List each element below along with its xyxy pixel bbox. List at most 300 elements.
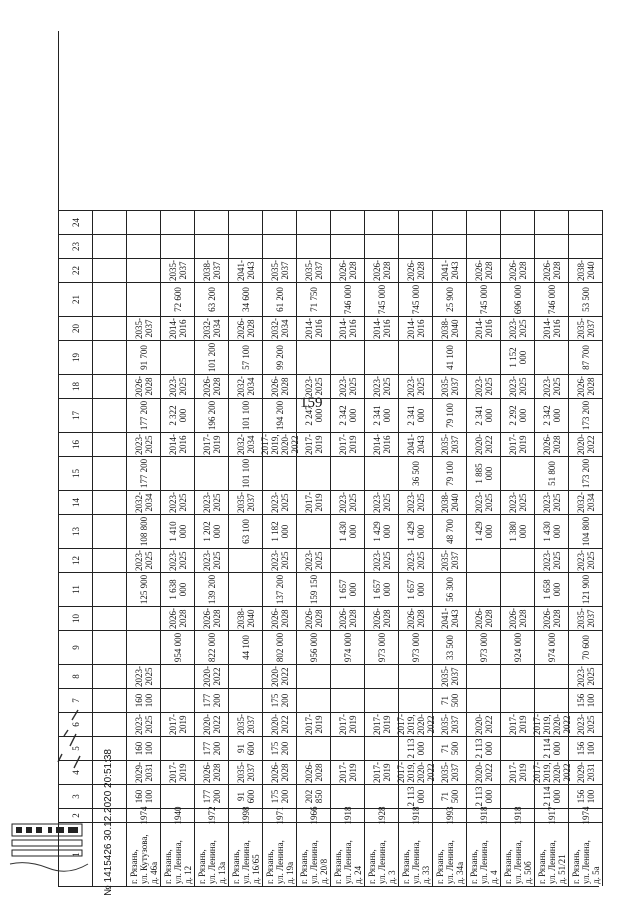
table-cell bbox=[501, 548, 535, 572]
column-number-cell: 20 bbox=[59, 316, 93, 340]
table-cell bbox=[263, 210, 297, 234]
table-cell bbox=[467, 548, 501, 572]
table-cell bbox=[331, 736, 365, 760]
table-cell bbox=[297, 210, 331, 234]
table-cell bbox=[161, 736, 195, 760]
table-cell: 2017- 2019 bbox=[331, 712, 365, 736]
blank-cell bbox=[93, 282, 127, 316]
table-cell bbox=[331, 456, 365, 490]
table-cell: 104 800 bbox=[569, 514, 603, 548]
table-cell bbox=[297, 688, 331, 712]
table-cell bbox=[331, 688, 365, 712]
table-cell: 2017- 2019 bbox=[297, 712, 331, 736]
table-cell: 2026- 2028 bbox=[569, 374, 603, 398]
table-cell: 2017- 2019, 2020- 2022 bbox=[395, 762, 436, 783]
table-cell: 2023- 2025 bbox=[501, 316, 535, 340]
table-cell: 2023- 2025 bbox=[467, 490, 501, 514]
blank-cell bbox=[93, 456, 127, 490]
table-cell bbox=[433, 210, 467, 234]
table-cell: 1 658 000 bbox=[535, 572, 569, 606]
table-cell: 71 500 bbox=[433, 736, 467, 760]
table-cell: 70 600 bbox=[569, 630, 603, 664]
table-cell: 2035- 2037 bbox=[229, 760, 263, 784]
table-cell: 2023- 2025 bbox=[331, 374, 365, 398]
table-cell bbox=[127, 234, 161, 258]
table-cell: 2026- 2028 bbox=[229, 316, 263, 340]
table-cell: 2 114 000 bbox=[535, 736, 569, 760]
blank-cell bbox=[93, 712, 127, 736]
table-cell: 2017- 2019 bbox=[161, 712, 195, 736]
column-number-cell: 10 bbox=[59, 606, 93, 630]
table-cell: 954 000 bbox=[161, 630, 195, 664]
table-cell: 2026- 2028 bbox=[467, 606, 501, 630]
table-cell: 139 200 bbox=[195, 572, 229, 606]
table-cell: 1974 bbox=[569, 808, 603, 822]
blank-cell bbox=[93, 432, 127, 456]
table-cell: 71 500 bbox=[433, 688, 467, 712]
blank-cell bbox=[93, 514, 127, 548]
table-cell bbox=[399, 210, 433, 234]
table-cell: 173 200 bbox=[569, 398, 603, 432]
address-cell: г. Рязань, ул. Ленина, д. 19а bbox=[263, 822, 297, 886]
table-cell: 2026- 2028 bbox=[535, 606, 569, 630]
table-cell: 2023- 2025 bbox=[467, 374, 501, 398]
table-cell: 2023- 2025 bbox=[535, 374, 569, 398]
table-cell: 2023- 2025 bbox=[399, 490, 433, 514]
table-cell: 173 200 bbox=[569, 456, 603, 490]
table-cell: 2014- 2016 bbox=[365, 316, 399, 340]
table-cell: 177 200 bbox=[195, 784, 229, 808]
table-cell: 2026- 2028 bbox=[297, 606, 331, 630]
table-cell bbox=[501, 664, 535, 688]
table-cell: 2 341 000 bbox=[467, 398, 501, 432]
table-cell: 2023- 2025 bbox=[127, 712, 161, 736]
table-cell: 1 638 000 bbox=[161, 572, 195, 606]
table-cell bbox=[331, 340, 365, 374]
table-cell: 2026- 2028 bbox=[127, 374, 161, 398]
stamp-text-container bbox=[103, 749, 119, 898]
table-cell bbox=[501, 234, 535, 258]
address-cell: г. Рязань, ул. Ленина, д. 34а bbox=[433, 822, 467, 886]
table-cell: 1 182 000 bbox=[263, 514, 297, 548]
column-number-cell: 7 bbox=[59, 688, 93, 712]
table-cell bbox=[195, 210, 229, 234]
table-cell: 2035- 2037 bbox=[263, 258, 297, 282]
table-cell bbox=[229, 572, 263, 606]
table-cell bbox=[399, 688, 433, 712]
table-cell: 2017- 2019 bbox=[365, 760, 399, 784]
table-cell bbox=[229, 688, 263, 712]
table-cell bbox=[297, 456, 331, 490]
table-cell: 1993 bbox=[433, 808, 467, 822]
table-cell: 2026- 2028 bbox=[263, 606, 297, 630]
table-cell: 2017- 2019 bbox=[501, 760, 535, 784]
table-cell: 25 900 bbox=[433, 282, 467, 316]
table-cell: 2026- 2028 bbox=[365, 606, 399, 630]
table-cell bbox=[569, 210, 603, 234]
table-cell: 2014- 2016 bbox=[161, 316, 195, 340]
blank-cell bbox=[93, 664, 127, 688]
table-cell: 2035- 2037 bbox=[569, 606, 603, 630]
table-cell: 2023- 2025 bbox=[535, 490, 569, 514]
table-cell: 2020- 2022 bbox=[467, 432, 501, 456]
table-cell bbox=[365, 784, 399, 808]
table-cell bbox=[467, 340, 501, 374]
table-cell bbox=[501, 688, 535, 712]
table-cell: 2032- 2034 bbox=[263, 316, 297, 340]
table-cell bbox=[229, 234, 263, 258]
table-cell: 2 114 000 bbox=[535, 784, 569, 808]
table-cell bbox=[297, 736, 331, 760]
table-cell: 2035- 2037 bbox=[229, 490, 263, 514]
table-cell: 2020- 2022 bbox=[569, 432, 603, 456]
table-cell: 2032- 2034 bbox=[229, 432, 263, 456]
table-cell: 1 430 000 bbox=[331, 514, 365, 548]
table-cell: 2035- 2037 bbox=[433, 432, 467, 456]
column-number-cell: 12 bbox=[59, 548, 93, 572]
table-cell: 745 000 bbox=[365, 282, 399, 316]
table-cell bbox=[161, 688, 195, 712]
table-cell: 1974 bbox=[127, 808, 161, 822]
table-cell: 175 200 bbox=[263, 688, 297, 712]
table-cell: 2017- 2019, 2020- 2022 bbox=[395, 714, 436, 735]
table-cell bbox=[467, 572, 501, 606]
table-cell: 2029- 2031 bbox=[127, 760, 161, 784]
table-cell: 696 000 bbox=[501, 282, 535, 316]
table-cell: 48 700 bbox=[433, 514, 467, 548]
table-cell: 177 200 bbox=[127, 456, 161, 490]
table-cell: 2023- 2025 bbox=[501, 490, 535, 514]
table-cell: 2026- 2028 bbox=[535, 258, 569, 282]
table-cell: 91 600 bbox=[229, 736, 263, 760]
table-cell bbox=[501, 210, 535, 234]
table-cell: 1 657 000 bbox=[399, 572, 433, 606]
table-cell: 2035- 2037 bbox=[433, 374, 467, 398]
table-cell: 974 000 bbox=[331, 630, 365, 664]
table-cell: 2026- 2028 bbox=[501, 258, 535, 282]
table-cell: 746 000 bbox=[331, 282, 365, 316]
table-cell: 2017- 2019, 2020- 2022 bbox=[531, 714, 572, 735]
table-cell: 2023- 2025 bbox=[399, 548, 433, 572]
table-cell bbox=[161, 234, 195, 258]
table-cell bbox=[331, 234, 365, 258]
blank-cell bbox=[93, 340, 127, 374]
address-cell: г. Рязань, ул. Ленина, д. 3 bbox=[365, 822, 399, 886]
table-cell: 2020- 2022 bbox=[263, 664, 297, 688]
column-number-cell: 9 bbox=[59, 630, 93, 664]
table-cell: 99 200 bbox=[263, 340, 297, 374]
column-number-cell: 3 bbox=[59, 784, 93, 808]
table-cell: 33 500 bbox=[433, 630, 467, 664]
table-cell: 2023- 2025 bbox=[331, 490, 365, 514]
table-cell: 1928 bbox=[365, 808, 399, 822]
table-cell: 745 000 bbox=[467, 282, 501, 316]
table-cell: 2 342 000 bbox=[535, 398, 569, 432]
table-cell: 2 113 000 bbox=[467, 736, 501, 760]
table-cell: 1918 bbox=[501, 808, 535, 822]
table-cell: 175 200 bbox=[263, 736, 297, 760]
table-cell: 177 200 bbox=[195, 736, 229, 760]
table-cell: 1940 bbox=[161, 808, 195, 822]
table-cell: 2026- 2028 bbox=[331, 606, 365, 630]
table-cell: 51 800 bbox=[535, 456, 569, 490]
table-cell bbox=[535, 664, 569, 688]
table-cell: 1 430 000 bbox=[535, 514, 569, 548]
table-cell: 156 100 bbox=[569, 784, 603, 808]
table-cell: 2014- 2016 bbox=[297, 316, 331, 340]
table-cell bbox=[365, 456, 399, 490]
table-cell bbox=[365, 340, 399, 374]
table-cell: 56 300 bbox=[433, 572, 467, 606]
table-cell bbox=[467, 664, 501, 688]
table-cell bbox=[365, 210, 399, 234]
table-cell: 2032- 2034 bbox=[229, 374, 263, 398]
table-cell: 802 000 bbox=[263, 630, 297, 664]
table-cell bbox=[161, 784, 195, 808]
table-cell: 63 200 bbox=[195, 282, 229, 316]
table-cell bbox=[535, 340, 569, 374]
table-cell: 2014- 2016 bbox=[365, 432, 399, 456]
table-cell: 2035- 2037 bbox=[569, 316, 603, 340]
table-cell: 1917 bbox=[535, 808, 569, 822]
table-cell: 1998 bbox=[229, 808, 263, 822]
table-cell bbox=[501, 572, 535, 606]
blank-cell bbox=[93, 234, 127, 258]
table-cell: 1 202 000 bbox=[195, 514, 229, 548]
table-cell: 202 850 bbox=[297, 784, 331, 808]
blank-cell bbox=[93, 398, 127, 432]
table-cell: 71 750 bbox=[297, 282, 331, 316]
table-cell: 2041- 2043 bbox=[399, 432, 433, 456]
table-cell: 2035- 2037 bbox=[433, 664, 467, 688]
table-cell: 974 000 bbox=[535, 630, 569, 664]
column-number-cell: 23 bbox=[59, 234, 93, 258]
table-cell bbox=[399, 340, 433, 374]
table-cell: 2023- 2025 bbox=[195, 548, 229, 572]
table-cell: 177 200 bbox=[127, 398, 161, 432]
table-cell: 156 100 bbox=[569, 736, 603, 760]
table-cell: 2026- 2028 bbox=[195, 760, 229, 784]
table-cell: 2026- 2028 bbox=[195, 374, 229, 398]
table-cell: 2023- 2025 bbox=[263, 490, 297, 514]
table-cell: 2 342 000 bbox=[331, 398, 365, 432]
table-cell bbox=[331, 664, 365, 688]
table-cell: 2023- 2025 bbox=[127, 432, 161, 456]
table-cell: 746 000 bbox=[535, 282, 569, 316]
table-cell: 2035- 2037 bbox=[433, 712, 467, 736]
table-cell: 2026- 2028 bbox=[399, 258, 433, 282]
table-cell: 1 657 000 bbox=[331, 572, 365, 606]
table-cell: 1918 bbox=[399, 808, 433, 822]
table-cell: 79 100 bbox=[433, 456, 467, 490]
table-cell: 1 885 000 bbox=[467, 456, 501, 490]
table-cell bbox=[467, 688, 501, 712]
address-cell: г. Рязань, ул. Ленина, д. 16/65 bbox=[229, 822, 263, 886]
table-cell bbox=[365, 664, 399, 688]
table-cell: 2023- 2025 bbox=[365, 374, 399, 398]
table-cell bbox=[467, 234, 501, 258]
table-cell bbox=[501, 784, 535, 808]
blank-cell bbox=[93, 572, 127, 606]
table-cell: 1966 bbox=[297, 808, 331, 822]
table-cell: 194 200 bbox=[263, 398, 297, 432]
address-cell: г. Рязань, ул. Ленина, д. 4 bbox=[467, 822, 501, 886]
table-cell bbox=[501, 456, 535, 490]
table-cell: 2026- 2028 bbox=[297, 760, 331, 784]
table-wrapper bbox=[58, 32, 601, 887]
table-cell: 2023- 2025 bbox=[535, 548, 569, 572]
table-cell: 160 100 bbox=[127, 784, 161, 808]
table-cell: 1971 bbox=[263, 808, 297, 822]
table-cell: 2017- 2019 bbox=[297, 490, 331, 514]
table-cell bbox=[569, 234, 603, 258]
table-cell bbox=[365, 234, 399, 258]
table-cell: 2017- 2019 bbox=[297, 432, 331, 456]
table-cell: 2017- 2019, 2020- 2022 bbox=[259, 434, 300, 455]
table-cell: 2026- 2028 bbox=[195, 606, 229, 630]
table-cell: 159 150 bbox=[297, 572, 331, 606]
blank-cell bbox=[93, 490, 127, 514]
column-number-cell: 1 bbox=[59, 822, 93, 886]
table-cell: 822 000 bbox=[195, 630, 229, 664]
table-cell: 2026- 2028 bbox=[161, 606, 195, 630]
table-cell bbox=[535, 688, 569, 712]
table-cell: 2023- 2025 bbox=[263, 548, 297, 572]
registration-stamp bbox=[8, 820, 108, 880]
table-cell: 1 380 000 bbox=[501, 514, 535, 548]
table-cell bbox=[127, 630, 161, 664]
table-cell bbox=[127, 210, 161, 234]
table-cell: 2032- 2034 bbox=[127, 490, 161, 514]
column-number-cell: 18 bbox=[59, 374, 93, 398]
blank-cell bbox=[93, 316, 127, 340]
table-cell: 2 322 000 bbox=[161, 398, 195, 432]
table-cell: 2023- 2025 bbox=[365, 548, 399, 572]
table-cell: 973 000 bbox=[365, 630, 399, 664]
table-cell: 2 341 000 bbox=[399, 398, 433, 432]
table-cell: 2035- 2037 bbox=[161, 258, 195, 282]
table-cell bbox=[467, 210, 501, 234]
table-cell: 1 429 000 bbox=[399, 514, 433, 548]
table-cell bbox=[365, 688, 399, 712]
table-cell: 2023- 2025 bbox=[569, 664, 603, 688]
column-number-cell: 14 bbox=[59, 490, 93, 514]
table-cell: 2017- 2019 bbox=[501, 432, 535, 456]
blank-cell bbox=[93, 688, 127, 712]
table-cell: 2035- 2037 bbox=[229, 712, 263, 736]
table-cell: 137 200 bbox=[263, 572, 297, 606]
table-cell: 745 000 bbox=[399, 282, 433, 316]
table-cell: 2017- 2019, 2020- 2022 bbox=[531, 762, 572, 783]
table-cell: 2023- 2025 bbox=[161, 374, 195, 398]
table-cell bbox=[297, 664, 331, 688]
table-cell: 2023- 2025 bbox=[297, 374, 331, 398]
blank-cell bbox=[93, 606, 127, 630]
column-number-cell: 11 bbox=[59, 572, 93, 606]
table-cell: 2020- 2022 bbox=[467, 760, 501, 784]
table-cell: 160 100 bbox=[127, 736, 161, 760]
table-cell: 924 000 bbox=[501, 630, 535, 664]
column-number-cell: 13 bbox=[59, 514, 93, 548]
table-cell: 973 000 bbox=[467, 630, 501, 664]
table-cell: 87 700 bbox=[569, 340, 603, 374]
blank-cell bbox=[93, 374, 127, 398]
table-cell bbox=[263, 456, 297, 490]
table-cell: 1972 bbox=[195, 808, 229, 822]
table-cell bbox=[297, 340, 331, 374]
table-cell: 160 100 bbox=[127, 688, 161, 712]
table-cell: 2035- 2037 bbox=[127, 316, 161, 340]
table-cell: 72 600 bbox=[161, 282, 195, 316]
column-number-cell: 16 bbox=[59, 432, 93, 456]
column-number-cell: 4 bbox=[59, 760, 93, 784]
table-cell bbox=[399, 664, 433, 688]
table-cell bbox=[331, 548, 365, 572]
table-cell bbox=[535, 234, 569, 258]
table-cell: 91 700 bbox=[127, 340, 161, 374]
table-cell: 34 600 bbox=[229, 282, 263, 316]
table-cell: 44 100 bbox=[229, 630, 263, 664]
column-number-cell: 2 bbox=[59, 808, 93, 822]
table-cell: 1918 bbox=[467, 808, 501, 822]
address-cell: г. Рязань, ул. Ленина, д. 13а bbox=[195, 822, 229, 886]
table-cell bbox=[127, 282, 161, 316]
table-cell bbox=[501, 736, 535, 760]
table-cell bbox=[365, 736, 399, 760]
table-cell: 956 000 bbox=[297, 630, 331, 664]
table-cell: 156 100 bbox=[569, 688, 603, 712]
table-cell: 2017- 2019 bbox=[195, 432, 229, 456]
table-cell: 2014- 2016 bbox=[331, 316, 365, 340]
table-cell: 2023- 2025 bbox=[569, 712, 603, 736]
table-cell: 2017- 2019 bbox=[331, 432, 365, 456]
table-cell: 2035- 2037 bbox=[433, 760, 467, 784]
page-number: 159 bbox=[300, 395, 323, 411]
table-cell: 2014- 2016 bbox=[535, 316, 569, 340]
table-cell bbox=[195, 234, 229, 258]
table-cell: 2014- 2016 bbox=[161, 432, 195, 456]
table-cell: 79 100 bbox=[433, 398, 467, 432]
table-cell: 101 100 bbox=[229, 456, 263, 490]
table-cell: 1 152 000 bbox=[501, 340, 535, 374]
table-cell: 2023- 2025 bbox=[569, 548, 603, 572]
table-cell: 2038- 2040 bbox=[229, 606, 263, 630]
table-cell: 2026- 2028 bbox=[331, 258, 365, 282]
table-cell: 101 200 bbox=[195, 340, 229, 374]
table-cell bbox=[297, 234, 331, 258]
table-cell: 1918 bbox=[331, 808, 365, 822]
table-cell: 2 247 000 bbox=[297, 398, 331, 432]
table-cell: 125 900 bbox=[127, 572, 161, 606]
table-cell bbox=[127, 258, 161, 282]
address-cell: г. Рязань, ул. Ленина, д. 20/8 bbox=[297, 822, 331, 886]
table-cell: 2023- 2025 bbox=[161, 490, 195, 514]
table-cell: 2023- 2025 bbox=[195, 490, 229, 514]
address-cell: г. Рязань, ул. Ленина, д. 12 bbox=[161, 822, 195, 886]
table-cell: 2038- 2040 bbox=[569, 258, 603, 282]
table-cell: 2041- 2043 bbox=[433, 258, 467, 282]
table-cell bbox=[229, 548, 263, 572]
table-cell: 2041- 2043 bbox=[229, 258, 263, 282]
column-number-cell: 21 bbox=[59, 282, 93, 316]
table-cell: 61 200 bbox=[263, 282, 297, 316]
table-cell: 41 100 bbox=[433, 340, 467, 374]
table-cell: 2 292 000 bbox=[501, 398, 535, 432]
table-cell: 973 000 bbox=[399, 630, 433, 664]
table-cell: 1 429 000 bbox=[365, 514, 399, 548]
table-cell bbox=[161, 210, 195, 234]
table-cell: 91 600 bbox=[229, 784, 263, 808]
